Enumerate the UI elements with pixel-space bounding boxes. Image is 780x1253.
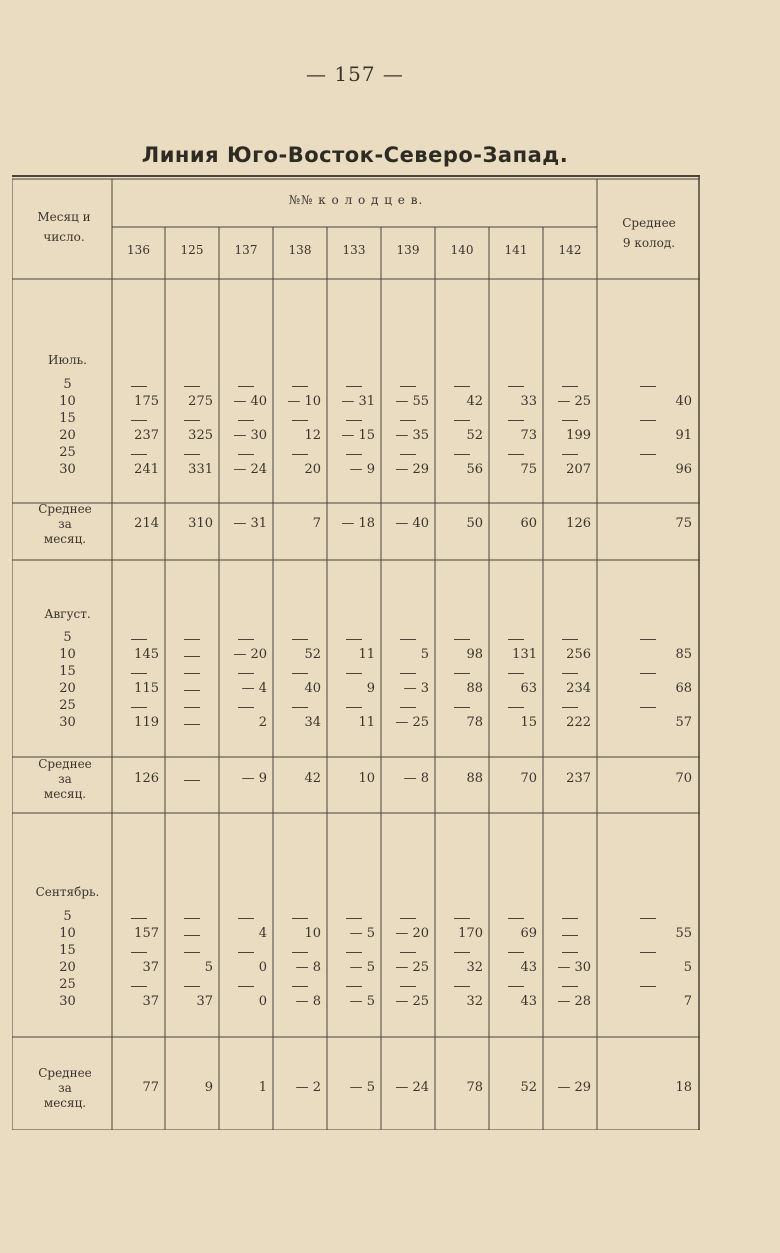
table-cell: 12 [304,428,321,443]
table-cell: — 25 [395,960,429,975]
average-cell: 214 [134,516,159,531]
empty-cell-dash [184,639,200,640]
average-cell: — 18 [341,516,375,531]
day-label: 20 [59,428,76,443]
average-label-line: Среднее [38,502,92,516]
empty-cell-dash [292,952,308,953]
table-cell: 207 [566,462,591,477]
table-cell: 0 [258,994,267,1009]
table-cell: — 8 [295,994,321,1009]
average-label-line: за [58,1081,72,1095]
empty-cell-dash [292,986,308,987]
table-cell: 170 [458,926,483,941]
well-header-141: 141 [504,243,528,257]
month-label: Июль. [48,353,87,367]
average-label-line: месяц. [43,532,87,546]
wells-group-header: №№ к о л о д ц е в. [288,193,424,207]
empty-cell-dash [562,707,578,708]
empty-cell-dash [238,707,254,708]
well-header-139: 139 [396,243,420,257]
table-cell: 88 [466,681,483,696]
table-cell: 5 [204,960,213,975]
well-header-142: 142 [558,243,582,257]
table-cell: 20 [304,462,321,477]
average-cell: — 9 [241,771,267,786]
table-cell: — 20 [395,926,429,941]
day-label: 10 [59,926,76,941]
table-cell: 85 [675,647,692,662]
average-cell: 42 [304,771,321,786]
table-cell: — 4 [241,681,267,696]
empty-cell-dash [292,673,308,674]
table-cell: — 28 [557,994,591,1009]
table-cell: — 20 [233,647,267,662]
empty-cell-dash [131,673,147,674]
average-column-header [600,213,698,253]
empty-cell-dash [454,639,470,640]
table-cell: 40 [304,681,321,696]
empty-cell-dash [346,454,362,455]
well-header-137: 137 [234,243,258,257]
day-label: 15 [59,943,76,958]
day-label: 30 [59,715,76,730]
empty-cell-dash [184,724,200,725]
well-header-125: 125 [180,243,204,257]
table-cell: 32 [466,994,483,1009]
table-cell: 40 [675,394,692,409]
average-cell: 78 [466,1080,483,1095]
table-cell: 131 [512,647,537,662]
empty-cell-dash [184,420,200,421]
empty-cell-dash [131,454,147,455]
table-cell: 91 [675,428,692,443]
table-cell: — 24 [233,462,267,477]
empty-cell-dash [238,918,254,919]
average-cell: 7 [312,516,321,531]
day-label: 5 [63,377,72,392]
empty-cell-dash [238,952,254,953]
empty-cell-dash [508,420,524,421]
empty-cell-dash [562,420,578,421]
day-label: 30 [59,994,76,1009]
table-cell: 237 [134,428,159,443]
table-cell: — 55 [395,394,429,409]
empty-cell-dash [640,454,656,455]
table-cell: 2 [258,715,267,730]
empty-cell-dash [508,386,524,387]
table-cell: 0 [258,960,267,975]
table-cell: 234 [566,681,591,696]
table-cell: 43 [520,994,537,1009]
empty-cell-dash [184,780,200,781]
day-label: 20 [59,960,76,975]
average-cell: 1 [258,1080,267,1095]
day-label: 15 [59,411,76,426]
table-cell: 63 [520,681,537,696]
empty-cell-dash [292,707,308,708]
table-cell: 73 [520,428,537,443]
table-cell: — 40 [233,394,267,409]
empty-cell-dash [184,986,200,987]
table-cell: 68 [675,681,692,696]
table-cell: 241 [134,462,159,477]
well-header-133: 133 [342,243,366,257]
table-cell: 115 [134,681,159,696]
table-cell: 78 [466,715,483,730]
average-cell: — 40 [395,516,429,531]
table-cell: 96 [675,462,692,477]
table-cell: 5 [420,647,429,662]
empty-cell-dash [292,639,308,640]
empty-cell-dash [400,952,416,953]
table-cell: — 8 [295,960,321,975]
table-cell: — 5 [349,960,375,975]
day-label: 30 [59,462,76,477]
empty-cell-dash [292,386,308,387]
empty-cell-dash [292,420,308,421]
empty-cell-dash [346,673,362,674]
empty-cell-dash [640,639,656,640]
well-header-138: 138 [288,243,312,257]
day-label: 5 [63,630,72,645]
table-cell: 98 [466,647,483,662]
empty-cell-dash [454,673,470,674]
table-cell: — 35 [395,428,429,443]
table-cell: 275 [188,394,213,409]
month-average-label [14,1066,116,1111]
average-cell: 50 [466,516,483,531]
table-cell: 75 [520,462,537,477]
average-cell: 70 [520,771,537,786]
empty-cell-dash [508,986,524,987]
table-cell: 56 [466,462,483,477]
empty-cell-dash [184,656,200,657]
empty-cell-dash [508,454,524,455]
empty-cell-dash [131,952,147,953]
empty-cell-dash [562,918,578,919]
table-cell: — 15 [341,428,375,443]
empty-cell-dash [184,935,200,936]
average-cell: — 31 [233,516,267,531]
average-label-line: Среднее [38,1066,92,1080]
table-cell: 37 [142,960,159,975]
empty-cell-dash [346,986,362,987]
table-cell: — 25 [557,394,591,409]
average-cell: — 5 [349,1080,375,1095]
table-cell: 5 [683,960,692,975]
empty-cell-dash [131,420,147,421]
empty-cell-dash [238,420,254,421]
average-label-line: Среднее [38,757,92,771]
average-cell: 88 [466,771,483,786]
average-cell: 126 [134,771,159,786]
empty-cell-dash [562,986,578,987]
table-cell: 15 [520,715,537,730]
empty-cell-dash [562,952,578,953]
average-label-line: месяц. [43,1096,87,1110]
empty-cell-dash [640,420,656,421]
table-cell: 4 [258,926,267,941]
empty-cell-dash [131,639,147,640]
table-cell: 37 [196,994,213,1009]
empty-cell-dash [508,639,524,640]
table-cell: 157 [134,926,159,941]
empty-cell-dash [131,386,147,387]
empty-cell-dash [562,454,578,455]
month-header-line-2: число. [43,230,85,244]
well-header-136: 136 [127,243,150,257]
empty-cell-dash [454,420,470,421]
average-label-line: месяц. [43,787,87,801]
empty-cell-dash [562,673,578,674]
empty-cell-dash [640,386,656,387]
empty-cell-dash [400,673,416,674]
average-cell: — 8 [403,771,429,786]
empty-cell-dash [292,454,308,455]
empty-cell-dash [346,918,362,919]
table-cell: 9 [366,681,375,696]
table-cell: — 3 [403,681,429,696]
average-cell: 237 [566,771,591,786]
day-label: 10 [59,394,76,409]
month-label: Сентябрь. [35,885,100,899]
average-cell: 126 [566,516,591,531]
day-label: 25 [59,698,76,713]
empty-cell-dash [640,918,656,919]
table-cell: 175 [134,394,159,409]
empty-cell-dash [184,707,200,708]
table-cell: 55 [675,926,692,941]
empty-cell-dash [346,707,362,708]
average-label-line: за [58,517,72,531]
average-cell: 52 [520,1080,537,1095]
empty-cell-dash [238,454,254,455]
table-cell: 7 [683,994,692,1009]
table-cell: — 10 [287,394,321,409]
table-cell: 11 [358,647,375,662]
table-title: Линия Юго-Восток-Северо-Запад. [141,143,569,167]
empty-cell-dash [640,986,656,987]
empty-cell-dash [400,639,416,640]
empty-cell-dash [184,690,200,691]
table-cell: 69 [520,926,537,941]
empty-cell-dash [640,707,656,708]
empty-cell-dash [292,918,308,919]
table-cell: — 30 [233,428,267,443]
table-cell: 34 [304,715,321,730]
table-cell: 222 [566,715,591,730]
average-header-line-1: Среднее [622,216,676,230]
empty-cell-dash [131,986,147,987]
table-cell: 145 [134,647,159,662]
empty-cell-dash [400,386,416,387]
data-table [12,175,700,1130]
table-cell: 32 [466,960,483,975]
empty-cell-dash [238,386,254,387]
table-cell: 52 [304,647,321,662]
table-cell: — 25 [395,994,429,1009]
table-cell: 57 [675,715,692,730]
empty-cell-dash [184,952,200,953]
well-header-140: 140 [450,243,474,257]
month-label: Август. [44,607,91,621]
empty-cell-dash [454,952,470,953]
average-cell: 77 [142,1080,159,1095]
average-label-line: за [58,772,72,786]
empty-cell-dash [184,386,200,387]
average-cell: 18 [675,1080,692,1095]
empty-cell-dash [454,707,470,708]
day-label: 20 [59,681,76,696]
empty-cell-dash [346,952,362,953]
table-cell: 10 [304,926,321,941]
empty-cell-dash [238,639,254,640]
average-cell: 75 [675,516,692,531]
empty-cell-dash [508,673,524,674]
average-cell: 70 [675,771,692,786]
empty-cell-dash [562,386,578,387]
month-average-label [14,502,116,547]
table-cell: 119 [134,715,159,730]
empty-cell-dash [184,454,200,455]
average-header-line-2: 9 колод. [622,236,676,250]
month-average-label [14,757,116,802]
empty-cell-dash [238,986,254,987]
empty-cell-dash [346,386,362,387]
empty-cell-dash [640,952,656,953]
empty-cell-dash [400,707,416,708]
table-cell: — 30 [557,960,591,975]
table-cell: 256 [566,647,591,662]
empty-cell-dash [238,673,254,674]
table-cell: — 9 [349,462,375,477]
empty-cell-dash [454,386,470,387]
day-label: 25 [59,977,76,992]
empty-cell-dash [346,639,362,640]
empty-cell-dash [184,918,200,919]
month-column-header [16,207,112,247]
empty-cell-dash [400,454,416,455]
empty-cell-dash [562,935,578,936]
table-cell: 325 [188,428,213,443]
empty-cell-dash [454,986,470,987]
empty-cell-dash [184,673,200,674]
average-cell: — 29 [557,1080,591,1095]
empty-cell-dash [400,420,416,421]
table-cell: — 29 [395,462,429,477]
table-cell: — 31 [341,394,375,409]
empty-cell-dash [454,918,470,919]
empty-cell-dash [508,952,524,953]
table-cell: 52 [466,428,483,443]
day-label: 25 [59,445,76,460]
empty-cell-dash [640,673,656,674]
table-cell: 33 [520,394,537,409]
average-cell: 9 [204,1080,213,1095]
table-cell: 331 [188,462,213,477]
table-cell: 43 [520,960,537,975]
empty-cell-dash [400,986,416,987]
empty-cell-dash [131,918,147,919]
day-label: 5 [63,909,72,924]
empty-cell-dash [562,639,578,640]
average-cell: — 24 [395,1080,429,1095]
empty-cell-dash [508,918,524,919]
table-cell: 11 [358,715,375,730]
table-cell: — 25 [395,715,429,730]
month-header-line-1: Месяц и [37,210,91,224]
table-cell: — 5 [349,994,375,1009]
table-cell: 199 [566,428,591,443]
empty-cell-dash [400,918,416,919]
average-cell: 10 [358,771,375,786]
average-cell: 310 [188,516,213,531]
page-number: — 157 — [306,62,404,86]
average-cell: 60 [520,516,537,531]
day-label: 15 [59,664,76,679]
day-label: 10 [59,647,76,662]
table-cell: 42 [466,394,483,409]
empty-cell-dash [131,707,147,708]
average-cell: — 2 [295,1080,321,1095]
empty-cell-dash [346,420,362,421]
empty-cell-dash [508,707,524,708]
table-cell: — 5 [349,926,375,941]
table-cell: 37 [142,994,159,1009]
empty-cell-dash [454,454,470,455]
